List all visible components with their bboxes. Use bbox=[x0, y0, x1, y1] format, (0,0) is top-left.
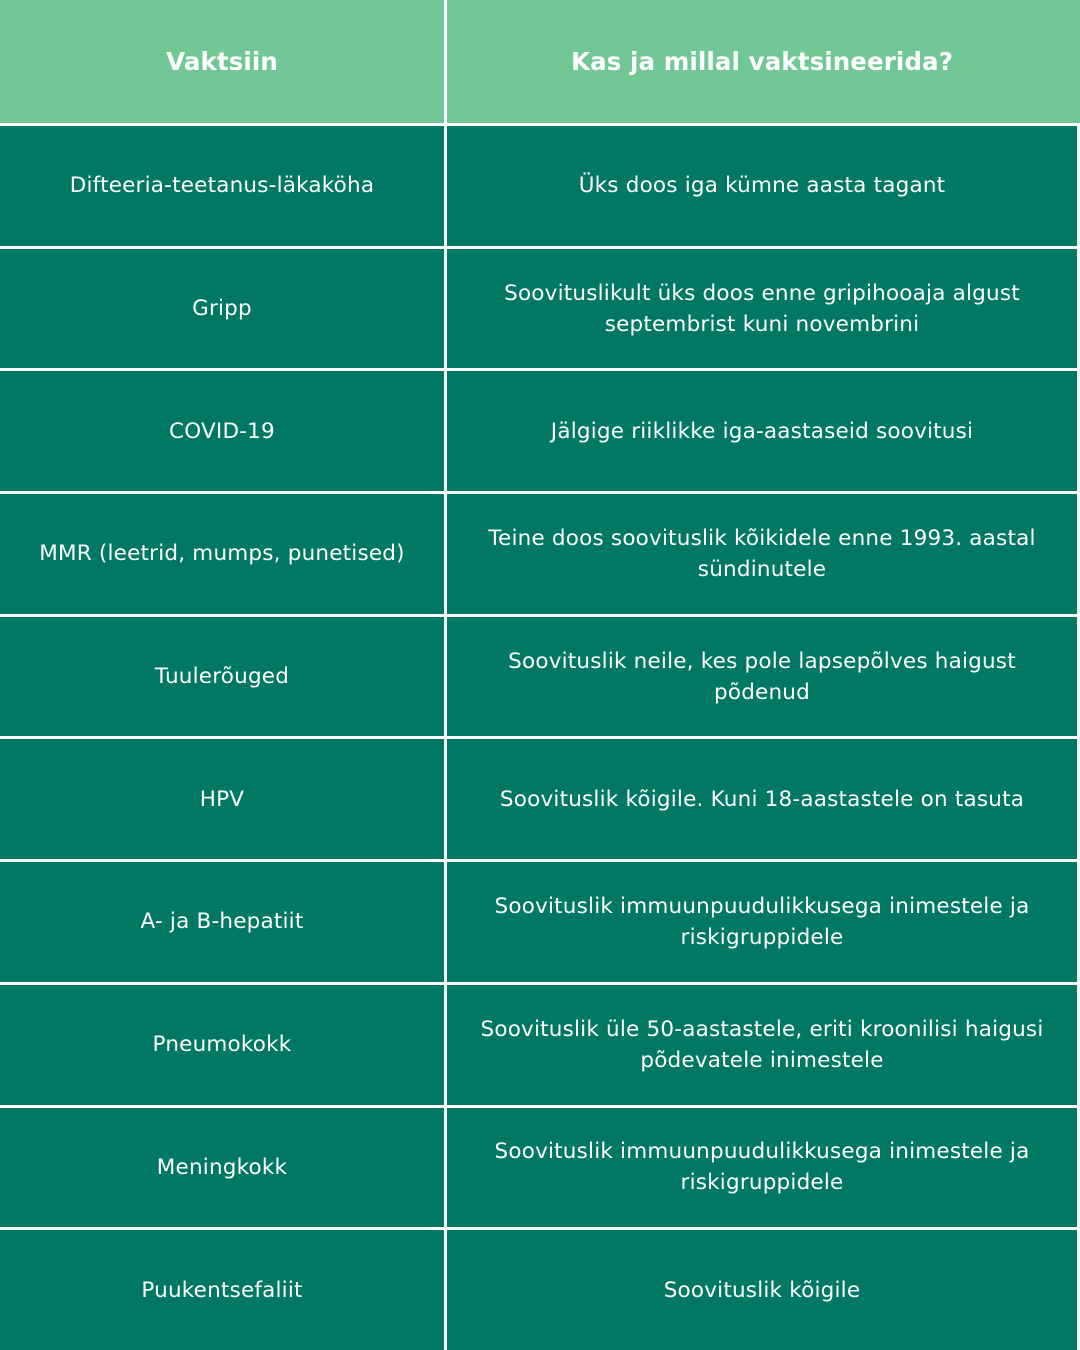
table-row-when: Soovituslik neile, kes pole lapsepõlves haigust põdenud bbox=[447, 614, 1077, 737]
table-row-vaccine: Meningkokk bbox=[0, 1105, 444, 1228]
table-row-when: Soovituslik kõigile. Kuni 18-aastastele on tasuta bbox=[447, 736, 1077, 859]
table-row-vaccine: Puukentsefaliit bbox=[0, 1227, 444, 1350]
table-row-when: Soovituslik immuunpuudulikkusega inimestele ja riskigruppidele bbox=[447, 1105, 1077, 1228]
table-row-vaccine: Gripp bbox=[0, 246, 444, 369]
header-when: Kas ja millal vaktsineerida? bbox=[447, 0, 1077, 123]
table-row-when: Soovituslikult üks doos enne gripihooaja algust septembrist kuni novembrini bbox=[447, 246, 1077, 369]
table-row-vaccine: A- ja B-hepatiit bbox=[0, 859, 444, 982]
table-row-vaccine: COVID-19 bbox=[0, 368, 444, 491]
table-row-when: Soovituslik kõigile bbox=[447, 1227, 1077, 1350]
table-row-when: Teine doos soovituslik kõikidele enne 1993. aastal sündinutele bbox=[447, 491, 1077, 614]
table-row-vaccine: Pneumokokk bbox=[0, 982, 444, 1105]
table-row-when: Üks doos iga kümne aasta tagant bbox=[447, 123, 1077, 246]
table-row-vaccine: Difteeria-teetanus-läkaköha bbox=[0, 123, 444, 246]
table-row-when: Soovituslik üle 50-aastastele, eriti kroonilisi haigusi põdevatele inimestele bbox=[447, 982, 1077, 1105]
table-row-vaccine: HPV bbox=[0, 736, 444, 859]
table-row-when: Jälgige riiklikke iga-aastaseid soovitusi bbox=[447, 368, 1077, 491]
table-row-vaccine: MMR (leetrid, mumps, punetised) bbox=[0, 491, 444, 614]
table-row-when: Soovituslik immuunpuudulikkusega inimestele ja riskigruppidele bbox=[447, 859, 1077, 982]
header-vaccine: Vaktsiin bbox=[0, 0, 444, 123]
table-row-vaccine: Tuulerõuged bbox=[0, 614, 444, 737]
